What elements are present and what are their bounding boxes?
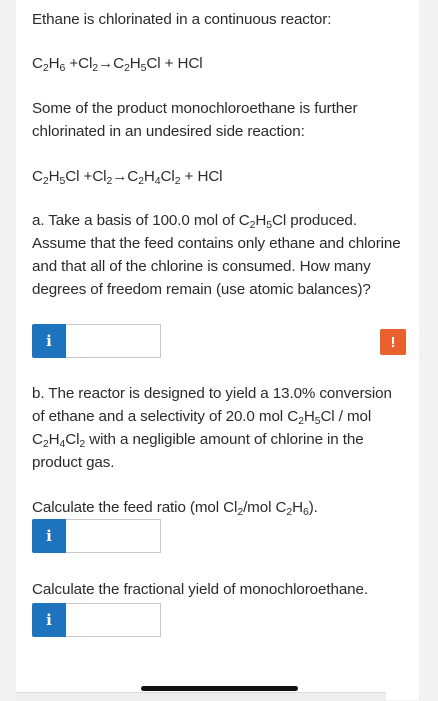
side-reaction-equation: $C_2H_5Cl +Cl_2\to C_2H_4Cl_2$ + HCl xyxy=(32,168,223,187)
answer-a-input[interactable] xyxy=(66,324,161,358)
warning-icon[interactable]: ! xyxy=(380,329,406,355)
info-icon[interactable]: i xyxy=(32,519,66,553)
feed-ratio-input[interactable] xyxy=(66,519,161,553)
intro-text: Ethane is chlorinated in a continuous reactor: xyxy=(32,11,332,28)
fractional-yield-input[interactable] xyxy=(66,603,161,637)
side-reaction-intro: Some of the product monochloroethane is further chlorinated in an undesired side reaction: xyxy=(32,100,358,140)
home-indicator[interactable] xyxy=(141,686,298,691)
part-b-text: b. The reactor is designed to yield a 13.0% conversion of ethane and a selectivity of 20.0 mol $C_2H_5Cl$ / mol $C_2H_4Cl_2$ with a negligible amount of chlorine in the product gas. xyxy=(32,385,392,471)
arrow-icon: → xyxy=(112,168,128,185)
fractional-yield-question: Calculate the fractional yield of monochloroethane. xyxy=(32,581,368,598)
arrow-icon: → xyxy=(98,55,114,72)
question-card xyxy=(16,0,419,700)
info-icon[interactable]: i xyxy=(32,324,66,358)
part-a-text: a. Take a basis of 100.0 mol of $C_2H_5Cl$ produced. Assume that the feed contains only ethane and chlorine and that all of the chlorine is consumed. How many degrees of freedom remain (use atomic balances)? xyxy=(32,212,401,298)
feed-ratio-question: Calculate the feed ratio (mol $Cl_2$/mol $C_2H_6$). xyxy=(32,499,318,518)
main-reaction-equation: $C_2H_6 +Cl_2\to C_2H_5Cl$ + HCl xyxy=(32,55,203,74)
info-icon[interactable]: i xyxy=(32,603,66,637)
